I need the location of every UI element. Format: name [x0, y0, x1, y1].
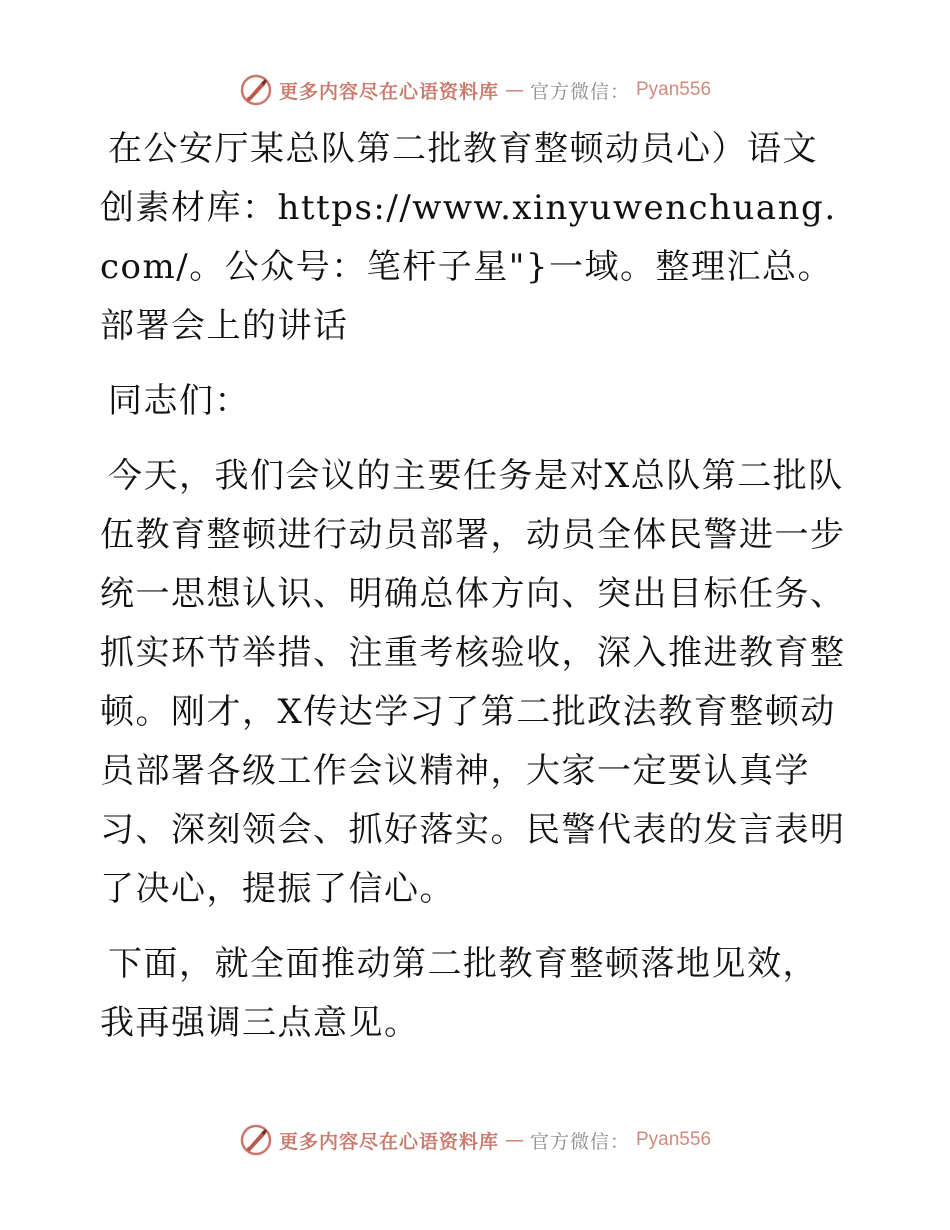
watermark-sub-text: 官方微信： [529, 1130, 630, 1153]
body-paragraph: 今天，我们会议的主要任务是对X总队第二批队伍教育整顿进行动员部署，动员全体民警进一步统一思想认识、明确总体方向、突出目标任务、抓实环节举措、注重考核验收，深入推进教育整顿。刚才，X传达学习了第二批政法教育整顿动员部署各级工作会议精神，大家一定要认真学习、深刻领会、抓好落实。民警代表的发言表明了决心，提振了信心。 [100, 456, 846, 909]
watermark-header [0, 70, 950, 110]
document-title-paragraph: 在公安厅某总队第二批教育整顿动员心）语文创素材库：https://www.xinyuwenchuang.com/。公众号：笔杆子星"}一域。整理汇总。部署会上的讲话 [100, 129, 837, 346]
watermark-footer [0, 1120, 950, 1160]
watermark-main-text: 更多内容尽在心语资料库 [278, 1130, 499, 1153]
brush-pen-seal-icon [239, 1123, 273, 1157]
document-body [100, 120, 852, 1053]
salutation-paragraph: 同志们： [108, 381, 250, 421]
watermark-main-text: 更多内容尽在心语资料库 [278, 80, 499, 103]
watermark-sub-text: 官方微信： [529, 80, 630, 103]
watermark-separator: — [504, 79, 524, 101]
watermark-wechat-id: Pyan556 [636, 79, 712, 100]
watermark-wechat-id: Pyan556 [636, 1129, 712, 1150]
watermark-separator: — [504, 1129, 524, 1151]
brush-pen-seal-icon [239, 73, 273, 107]
body-paragraph: 下面，就全面推动第二批教育整顿落地见效，我再强调三点意见。 [100, 944, 818, 1043]
